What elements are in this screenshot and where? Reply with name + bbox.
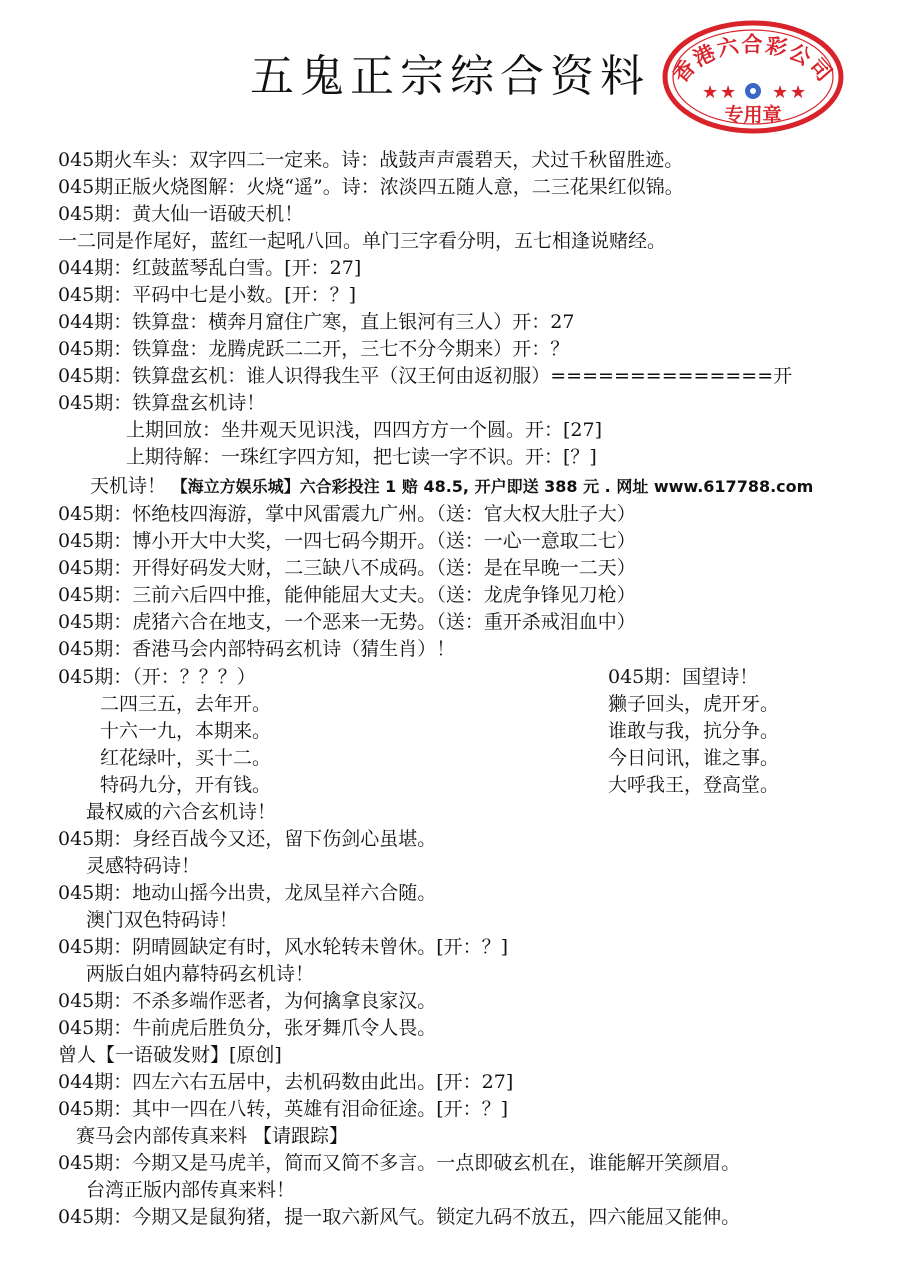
- section-heading: 赛马会内部传真来料 【请跟踪】: [76, 1125, 349, 1147]
- text-line: 045期：不杀多端作恶者，为何擒拿良家汉。: [58, 990, 437, 1012]
- text-line: 045期：阴晴圆缺定有时，风水轮转未曾休。[开：？]: [58, 936, 509, 958]
- section-heading: 灵感特码诗！: [86, 855, 201, 877]
- text-line: 045期：铁算盘：龙腾虎跃二二开，三七不分今期来）开：？: [58, 338, 570, 360]
- text-line: 045期：今期又是马虎羊，简而又简不多言。一点即破玄机在，谁能解开笑颜眉。: [58, 1152, 741, 1174]
- text-line: 045期：地动山摇今出贵，龙凤呈祥六合随。: [58, 882, 437, 904]
- text-line: 045期：铁算盘玄机诗！: [58, 392, 266, 414]
- text-line: 045期：黄大仙一语破天机！: [58, 203, 304, 225]
- poem-line: 特码九分，开有钱。: [100, 774, 272, 796]
- text-line: 045期：开得好码发大财，二三缺八不成码。（送：是在早晚一二天）: [58, 557, 636, 579]
- page-title: 五鬼正宗综合资料: [250, 51, 650, 102]
- svg-text:★: ★: [720, 82, 737, 103]
- poem-line: 红花绿叶，买十二。: [100, 747, 272, 769]
- text-line: 044期：红鼓蓝琴乱白雪。[开：27]: [58, 257, 362, 279]
- text-line: 045期：三前六后四中推，能伸能屈大丈夫。（送：龙虎争锋见刀枪）: [58, 584, 636, 606]
- text-line: 044期：四左六右五居中，去机码数由此出。[开：27]: [58, 1071, 514, 1093]
- right-poem-title: 045期：国望诗！: [608, 666, 759, 688]
- right-poem-line: 今日问讯，谁之事。: [608, 747, 780, 769]
- text-line: 045期：怀绝枝四海游，掌中风雷震九广州。（送：官大权大肚子大）: [58, 503, 636, 525]
- svg-text:香港六合彩公司: 香港六合彩公司: [668, 32, 838, 88]
- section-heading: 两版白姐内幕特码玄机诗！: [86, 963, 315, 985]
- text-line: 045期：今期又是鼠狗猪，提一取六新风气。锁定九码不放五，四六能屈又能伸。: [58, 1206, 741, 1228]
- svg-text:★: ★: [702, 82, 719, 103]
- poem-line: 二四三五，去年开。: [100, 693, 272, 715]
- text-line: 045期：铁算盘玄机：谁人识得我生平（汉王何由返初服）==============开: [58, 365, 793, 387]
- svg-text:专用章: 专用章: [724, 104, 782, 126]
- section-heading: 澳门双色特码诗！: [86, 909, 239, 931]
- text-line: 045期：（开：？？？）: [58, 666, 256, 688]
- text-line: 045期正版火烧图解：火烧“遥”。诗：浓淡四五随人意，二三花果红似锦。: [58, 176, 684, 198]
- text-line: 一二同是作尾好，蓝红一起吼八回。单门三字看分明，五七相逢说赌经。: [58, 230, 667, 252]
- text-line: 045期：虎猪六合在地支，一个恶来一无势。（送：重开杀戒泪血中）: [58, 611, 636, 633]
- text-line: 上期待解：一珠红字四方知，把七读一字不识。开：[？]: [126, 446, 597, 468]
- section-heading: 台湾正版内部传真来料！: [86, 1179, 296, 1201]
- right-poem-line: 獭子回头，虎开牙。: [608, 693, 780, 715]
- text-line: 045期火车头：双字四二一定来。诗：战鼓声声震碧天，犬过千秋留胜迹。: [58, 149, 684, 171]
- advertisement-line: [90, 472, 813, 500]
- right-poem-line: 大呼我王，登高堂。: [608, 774, 780, 796]
- section-heading: 曾人【一语破发财】[原创]: [58, 1044, 282, 1066]
- poem-line: 十六一九，本期来。: [100, 720, 272, 742]
- text-line: 上期回放：坐井观天见识浅，四四方方一个圆。开：[27]: [126, 419, 603, 441]
- svg-text:★: ★: [790, 82, 807, 103]
- text-line: 045期：其中一四在八转，英雄有泪命征途。[开：？]: [58, 1098, 509, 1120]
- section-heading: 最权威的六合玄机诗！: [86, 801, 277, 823]
- text-line: 045期：博小开大中大奖，一四七码今期开。（送：一心一意取二七）: [58, 530, 636, 552]
- ad-heading: 天机诗！: [90, 475, 167, 497]
- text-line: 045期：身经百战今又还，留下伤剑心虽堪。: [58, 828, 437, 850]
- text-line: 044期：铁算盘：横奔月窟住广寒，直上银河有三人）开：27: [58, 311, 575, 333]
- text-line: 045期：平码中七是小数。[开：？]: [58, 284, 357, 306]
- company-seal: [660, 18, 846, 136]
- svg-text:★: ★: [772, 82, 789, 103]
- right-poem-line: 谁敢与我，抗分争。: [608, 720, 780, 742]
- ad-text: 【海立方娱乐城】六合彩投注 1 赔 48.5, 开户即送 388 元 . 网址 www.617788.com: [171, 477, 814, 496]
- text-line: 045期：牛前虎后胜负分，张牙舞爪令人畏。: [58, 1017, 437, 1039]
- text-line: 045期：香港马会内部特码玄机诗（猜生肖）！: [58, 638, 456, 660]
